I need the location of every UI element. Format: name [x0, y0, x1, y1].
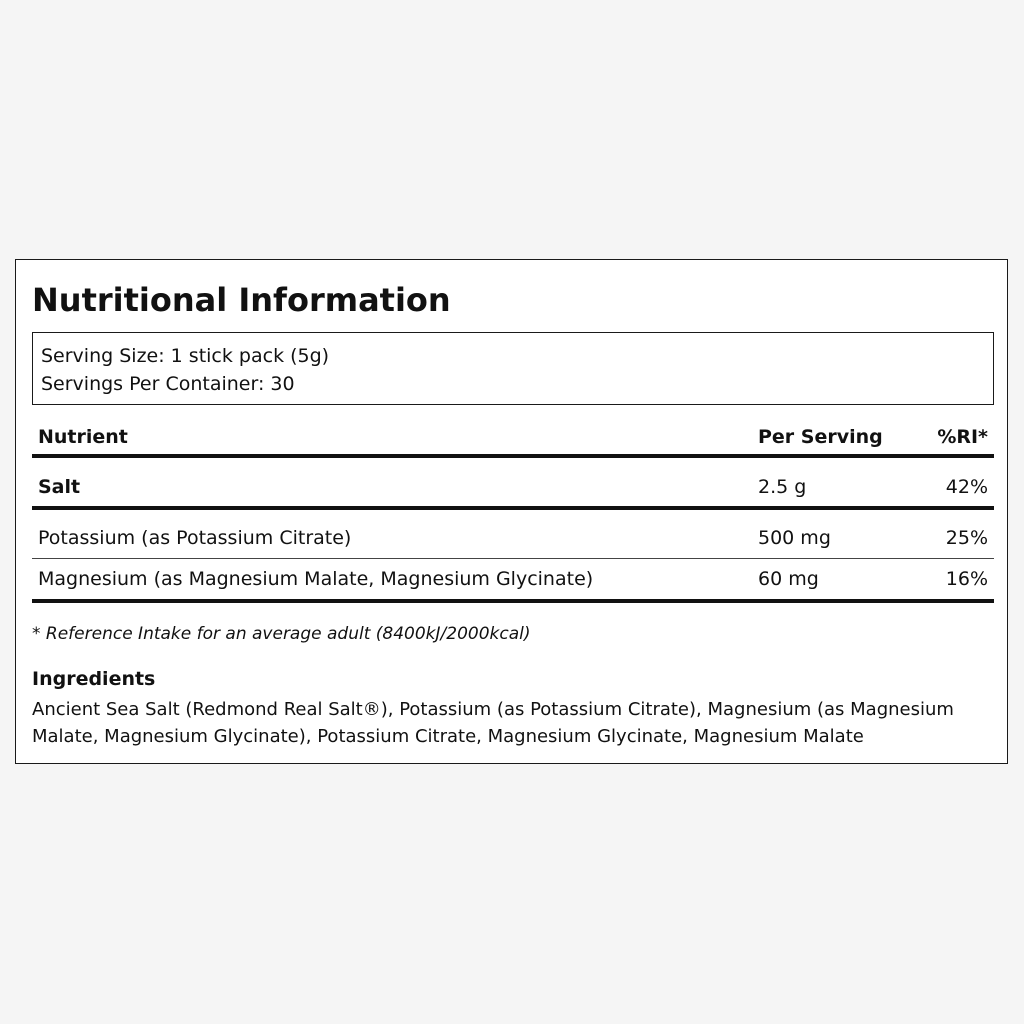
reference-intake-footnote: * Reference Intake for an average adult (8400kJ/2000kcal)	[32, 624, 531, 644]
column-header-ri: %RI*	[937, 426, 988, 448]
servings-per-container: Servings Per Container: 30	[41, 373, 295, 395]
serving-size: Serving Size: 1 stick pack (5g)	[41, 345, 330, 367]
page-title: Nutritional Information	[32, 281, 451, 319]
table-header-row	[32, 420, 994, 458]
nutrition-table	[32, 420, 994, 603]
nutrient-amount: 500 mg	[758, 527, 831, 549]
column-header-per-serving: Per Serving	[758, 426, 883, 448]
nutrient-name: Magnesium (as Magnesium Malate, Magnesium Glycinate)	[38, 568, 594, 590]
table-row	[32, 559, 994, 603]
nutrient-ri: 16%	[945, 568, 988, 590]
nutrient-ri: 42%	[945, 476, 988, 498]
nutrient-amount: 60 mg	[758, 568, 819, 590]
nutrient-amount: 2.5 g	[758, 476, 807, 498]
table-row	[32, 458, 994, 510]
nutrient-name: Salt	[38, 476, 81, 498]
nutrient-ri: 25%	[945, 527, 988, 549]
table-row	[32, 510, 994, 559]
serving-info-box	[32, 332, 994, 405]
column-header-nutrient: Nutrient	[38, 426, 128, 448]
ingredients-heading: Ingredients	[32, 668, 156, 690]
nutrient-name: Potassium (as Potassium Citrate)	[38, 527, 352, 549]
ingredients-text: Ancient Sea Salt (Redmond Real Salt®), Potassium (as Potassium Citrate), Magnesium (as Magnesium Malate, Magnesium Glycinate), Potassium Citrate, Magnesium Glycinate, Magnesium Malate	[32, 699, 954, 747]
nutrition-panel	[15, 259, 1008, 764]
